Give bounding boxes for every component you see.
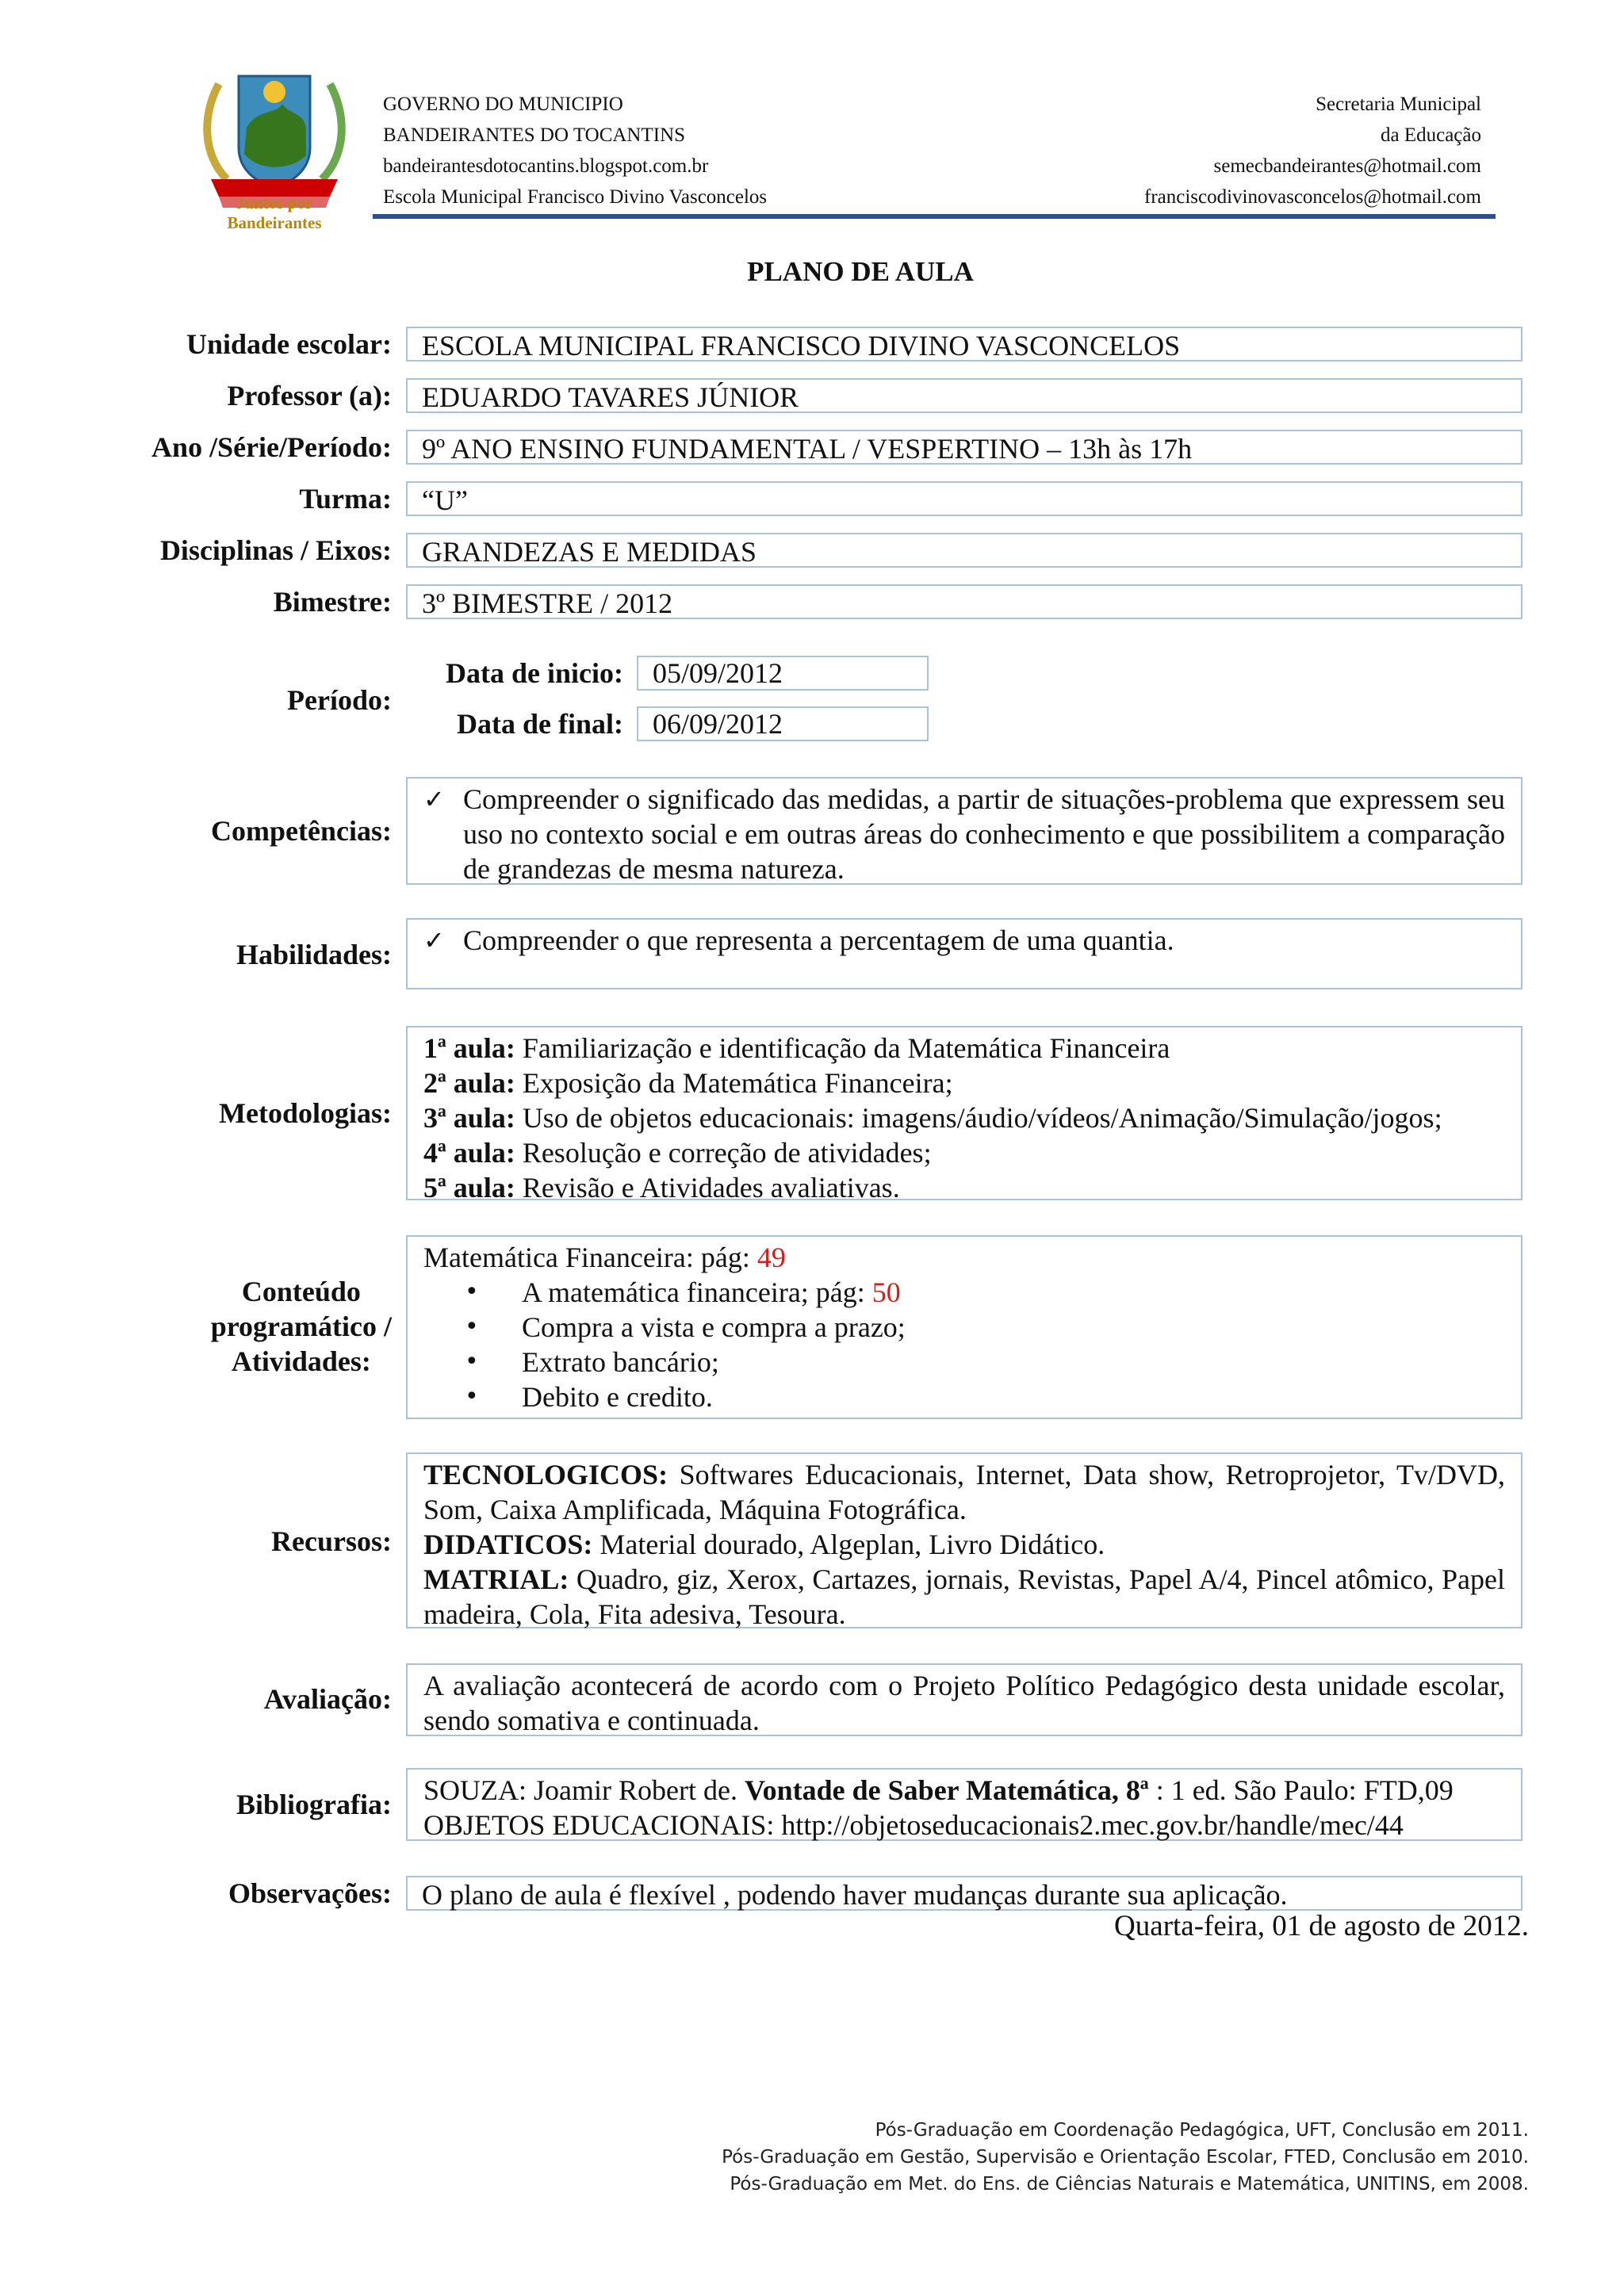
conteudo-label bbox=[211, 1274, 392, 1379]
recurso-lead: TECNOLOGICOS: bbox=[423, 1459, 668, 1490]
bibliografia-link[interactable]: OBJETOS EDUCACIONAIS: http://objetoseducacionais2.mec.gov.br/handle/mec/44 bbox=[423, 1809, 1404, 1841]
aula-text: Familiarização e identificação da Matemática Financeira bbox=[515, 1032, 1170, 1064]
conteudo-label-line: programático / bbox=[210, 1311, 392, 1342]
unidade-label: Unidade escolar: bbox=[186, 328, 392, 360]
municipality-logo bbox=[195, 60, 354, 232]
aula-lead: 2ª aula: bbox=[423, 1067, 515, 1099]
header-secretariat-2: da Educação bbox=[1380, 124, 1481, 146]
recurso-lead: DIDATICOS: bbox=[423, 1529, 593, 1560]
header-email-semec[interactable]: semecbandeirantes@hotmail.com bbox=[1213, 155, 1481, 177]
observacoes-field: O plano de aula é flexível , podendo haver mudanças durante sua aplicação. bbox=[406, 1876, 1522, 1911]
data-final-label: Data de final: bbox=[457, 708, 623, 740]
turma-field: “U” bbox=[406, 481, 1522, 516]
header-government: GOVERNO DO MUNICIPIO bbox=[383, 94, 623, 115]
checkmark-icon: ✓ bbox=[423, 925, 445, 955]
header-secretariat: Secretaria Municipal bbox=[1316, 94, 1481, 115]
competencia-text: Compreender o significado das medidas, a partir de situações-problema que expressem seu uso no contexto social e em outras áreas do conhecimento e que possibilitem a comparação de grandezas de mesma natureza. bbox=[463, 783, 1505, 885]
bullet-icon: • bbox=[465, 1313, 479, 1341]
bimestre-field: 3º BIMESTRE / 2012 bbox=[406, 584, 1522, 619]
data-inicio-label: Data de inicio: bbox=[446, 657, 623, 689]
aula-text: Uso de objetos educacionais: imagens/áudio/vídeos/Animação/Simulação/jogos; bbox=[515, 1102, 1442, 1134]
metodologia-item bbox=[423, 1031, 1505, 1066]
recurso-lead: MATRIAL: bbox=[423, 1563, 569, 1595]
bibliografia-label: Bibliografia: bbox=[236, 1789, 392, 1820]
header-left-block bbox=[383, 89, 767, 212]
recurso-group bbox=[423, 1527, 1505, 1562]
competencias-label: Competências: bbox=[211, 815, 392, 847]
header-email-school[interactable]: franciscodivinovasconcelos@hotmail.com bbox=[1144, 186, 1481, 208]
header-right-block bbox=[1144, 89, 1481, 212]
competencias-box bbox=[406, 777, 1522, 885]
list-item-text: Extrato bancário; bbox=[522, 1346, 719, 1378]
metodologia-item bbox=[423, 1170, 1505, 1205]
page-reference: 50 bbox=[871, 1276, 901, 1308]
conteudo-heading bbox=[423, 1240, 1505, 1275]
disciplinas-label: Disciplinas / Eixos: bbox=[159, 534, 392, 566]
footer-line: Pós-Graduação em Met. do Ens. de Ciências Naturais e Matemática, UNITINS, em 2008. bbox=[730, 2174, 1529, 2195]
bibliografia-publisher: : 1 ed. São Paulo: FTD,09 bbox=[1148, 1774, 1454, 1806]
recurso-text: Material dourado, Algeplan, Livro Didático. bbox=[592, 1529, 1105, 1560]
avaliacao-text: A avaliação acontecerá de acordo com o Projeto Político Pedagógico desta unidade escolar, sendo somativa e continuada. bbox=[423, 1670, 1505, 1736]
avaliacao-box bbox=[406, 1663, 1522, 1736]
document-title: PLANO DE AULA bbox=[747, 256, 974, 287]
document-date: Quarta-feira, 01 de agosto de 2012. bbox=[1114, 1910, 1529, 1942]
recurso-group bbox=[423, 1562, 1505, 1632]
header-divider bbox=[373, 214, 1496, 219]
professor-label: Professor (a): bbox=[227, 380, 392, 411]
checkmark-icon: ✓ bbox=[423, 784, 445, 814]
ano-field: 9º ANO ENSINO FUNDAMENTAL / VESPERTINO – 13h às 17h bbox=[406, 430, 1522, 465]
footer-line: Pós-Graduação em Gestão, Supervisão e Orientação Escolar, FTED, Conclusão em 2010. bbox=[722, 2147, 1529, 2168]
metodologias-box bbox=[406, 1026, 1522, 1203]
metodologia-item bbox=[423, 1100, 1505, 1135]
habilidade-text: Compreender o que representa a percentagem de uma quantia. bbox=[463, 924, 1174, 956]
recursos-label: Recursos: bbox=[271, 1525, 392, 1557]
header-school-name: Escola Municipal Francisco Divino Vasconcelos bbox=[383, 186, 768, 208]
footer-credentials bbox=[722, 2117, 1529, 2198]
aula-lead: 4ª aula: bbox=[423, 1137, 515, 1169]
conteudo-heading-text: Matemática Financeira: pág: bbox=[423, 1242, 757, 1273]
data-final-field: 06/09/2012 bbox=[637, 706, 929, 741]
bibliografia-line bbox=[423, 1773, 1505, 1808]
list-item bbox=[423, 1310, 1505, 1345]
unidade-field: ESCOLA MUNICIPAL FRANCISCO DIVINO VASCONCELOS bbox=[406, 327, 1522, 362]
observacoes-label: Observações: bbox=[228, 1877, 392, 1909]
recurso-text: Softwares Educacionais, Internet, Data show, Retroprojetor, Tv/DVD, Som, Caixa Amplificada, Máquina Fotográfica. bbox=[423, 1459, 1505, 1525]
aula-text: Exposição da Matemática Financeira; bbox=[515, 1067, 953, 1099]
recursos-box bbox=[406, 1452, 1522, 1628]
footer-line: Pós-Graduação em Coordenação Pedagógica, UFT, Conclusão em 2011. bbox=[875, 2120, 1529, 2141]
ano-label: Ano /Série/Período: bbox=[151, 431, 392, 463]
aula-lead: 5ª aula: bbox=[423, 1172, 515, 1203]
aula-text: Resolução e correção de atividades; bbox=[515, 1137, 932, 1169]
turma-label: Turma: bbox=[299, 483, 392, 515]
professor-field: EDUARDO TAVARES JÚNIOR bbox=[406, 378, 1522, 413]
list-item bbox=[423, 1345, 1505, 1380]
habilidade-item bbox=[423, 923, 1505, 958]
list-item bbox=[423, 1275, 1505, 1310]
bullet-icon: • bbox=[465, 1278, 479, 1306]
header-municipality: BANDEIRANTES DO TOCANTINS bbox=[383, 124, 686, 146]
metodologias-label: Metodologias: bbox=[219, 1097, 392, 1129]
bullet-icon: • bbox=[465, 1383, 479, 1410]
avaliacao-label: Avaliação: bbox=[263, 1683, 392, 1715]
bibliografia-book-title: Vontade de Saber Matemática, 8ª bbox=[744, 1774, 1149, 1806]
bullet-icon: • bbox=[465, 1348, 479, 1376]
habilidades-label: Habilidades: bbox=[236, 939, 392, 970]
recurso-text: Quadro, giz, Xerox, Cartazes, jornais, Revistas, Papel A/4, Pincel atômico, Papel madeira, Cola, Fita adesiva, Tesoura. bbox=[423, 1563, 1505, 1630]
data-inicio-field: 05/09/2012 bbox=[637, 656, 929, 691]
bibliografia-box bbox=[406, 1768, 1522, 1841]
bibliografia-author: SOUZA: Joamir Robert de. bbox=[423, 1774, 745, 1806]
aula-lead: 3ª aula: bbox=[423, 1102, 515, 1134]
list-item bbox=[423, 1380, 1505, 1414]
conteudo-box bbox=[406, 1235, 1522, 1419]
conteudo-label-line: Conteúdo bbox=[241, 1276, 361, 1307]
list-item-text: A matemática financeira; pág: bbox=[522, 1276, 872, 1308]
competencia-item bbox=[423, 782, 1505, 886]
aula-lead: 1ª aula: bbox=[423, 1032, 515, 1064]
bimestre-label: Bimestre: bbox=[273, 586, 392, 618]
header-blog-link[interactable]: bandeirantesdotocantins.blogspot.com.br bbox=[383, 155, 709, 177]
list-item-text: Debito e credito. bbox=[522, 1381, 713, 1413]
page-reference: 49 bbox=[756, 1242, 786, 1273]
conteudo-label-line: Atividades: bbox=[231, 1345, 371, 1377]
recurso-group bbox=[423, 1457, 1505, 1527]
list-item-text: Compra a vista e compra a prazo; bbox=[522, 1311, 906, 1343]
periodo-label: Período: bbox=[287, 684, 392, 716]
logo-motto: Juntos por Bandeirantes bbox=[227, 193, 322, 232]
habilidades-box bbox=[406, 918, 1522, 989]
aula-text: Revisão e Atividades avaliativas. bbox=[515, 1172, 900, 1203]
metodologia-item bbox=[423, 1135, 1505, 1170]
metodologia-item bbox=[423, 1066, 1505, 1100]
disciplinas-field: GRANDEZAS E MEDIDAS bbox=[406, 533, 1522, 568]
